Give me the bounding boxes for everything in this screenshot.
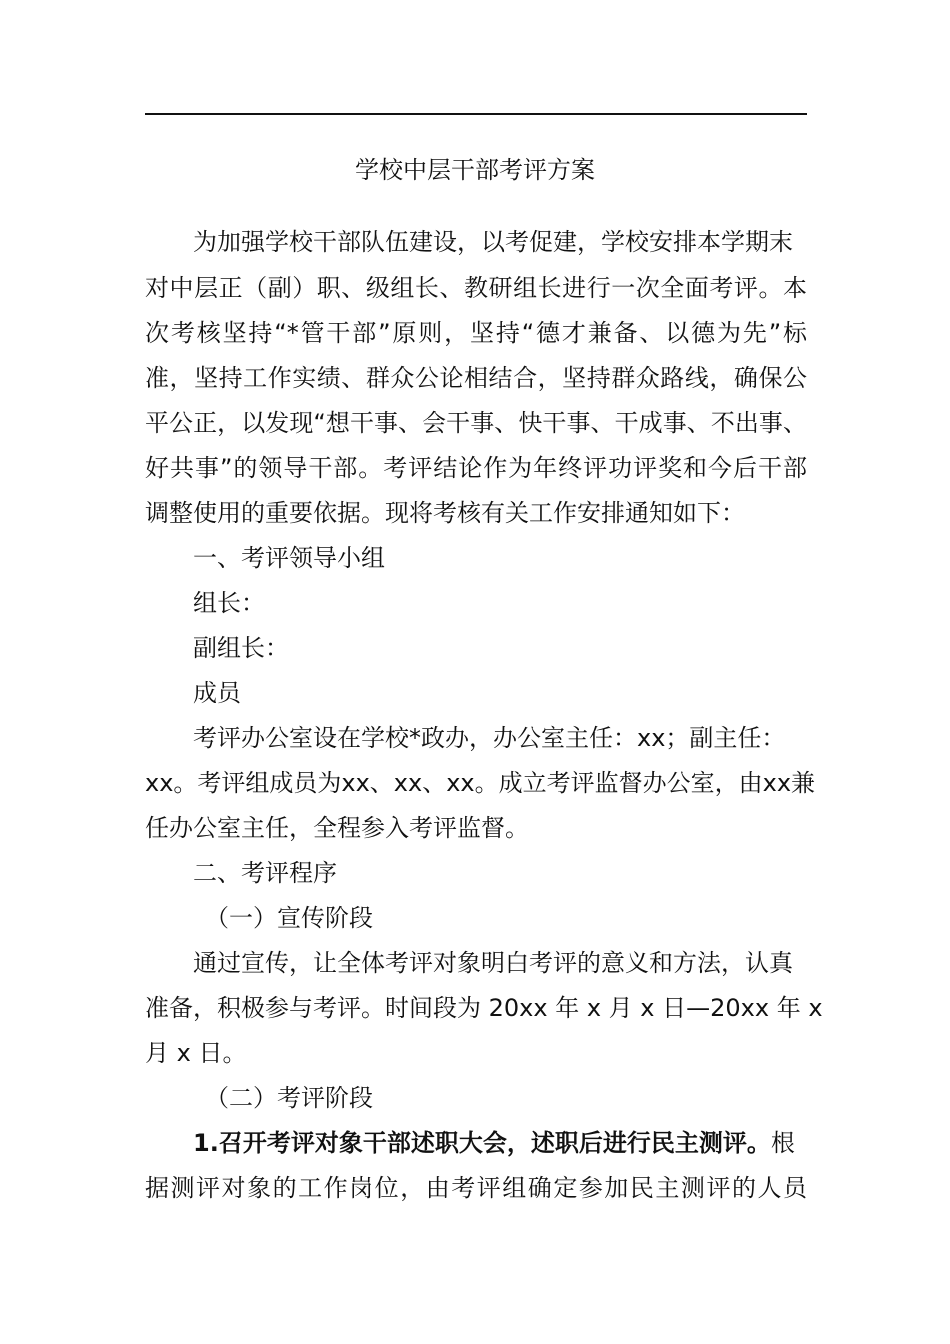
paragraph-line: 通过宣传，让全体考评对象明白考评的意义和方法，认真 <box>193 949 793 977</box>
paragraph-line: 好共事”的领导干部。考评结论作为年终评功评奖和今后干部 <box>145 454 807 482</box>
paragraph-line: 准，坚持工作实绩、群众公论相结合，坚持群众路线，确保公 <box>145 364 807 392</box>
paragraph-line: 考评办公室设在学校*政办，办公室主任：xx；副主任： <box>193 724 786 752</box>
paragraph-text: 根 <box>770 1129 795 1157</box>
field-label-members: 成员 <box>193 679 241 707</box>
section-heading: 二、考评程序 <box>193 859 337 887</box>
paragraph-line: 据测评对象的工作岗位，由考评组确定参加民主测评的人员 <box>145 1174 807 1202</box>
paragraph-line: 任办公室主任，全程参入考评监督。 <box>145 814 529 842</box>
bold-lead-text: 1.召开考评对象干部述职大会，述职后进行民主测评。 <box>193 1129 771 1157</box>
paragraph-line: 为加强学校干部队伍建设，以考促建，学校安排本学期末 <box>193 228 793 256</box>
paragraph-line: 平公正，以发现“想干事、会干事、快干事、干成事、不出事、 <box>145 409 807 437</box>
paragraph-line <box>193 1125 795 1161</box>
paragraph-line: 准备，积极参与考评。时间段为 20xx 年 x 月 x 日—20xx 年 x <box>145 994 823 1022</box>
paragraph-line: 对中层正（副）职、级组长、教研组长进行一次全面考评。本 <box>145 274 807 302</box>
header-rule <box>145 113 807 115</box>
field-label-leader: 组长： <box>193 589 265 617</box>
section-heading: 一、考评领导小组 <box>193 544 385 572</box>
paragraph-line: 调整使用的重要依据。现将考核有关工作安排通知如下： <box>145 499 745 527</box>
field-label-deputy-leader: 副组长： <box>193 634 289 662</box>
paragraph-line: 月 x 日。 <box>145 1039 247 1067</box>
paragraph-line: 次考核坚持“*管干部”原则，坚持“德才兼备、以德为先”标 <box>145 319 807 347</box>
document-title: 学校中层干部考评方案 <box>355 156 595 184</box>
subsection-heading: （二）考评阶段 <box>205 1084 373 1112</box>
paragraph-line: xx。考评组成员为xx、xx、xx。成立考评监督办公室，由xx兼 <box>145 769 816 797</box>
subsection-heading: （一）宣传阶段 <box>205 904 373 932</box>
